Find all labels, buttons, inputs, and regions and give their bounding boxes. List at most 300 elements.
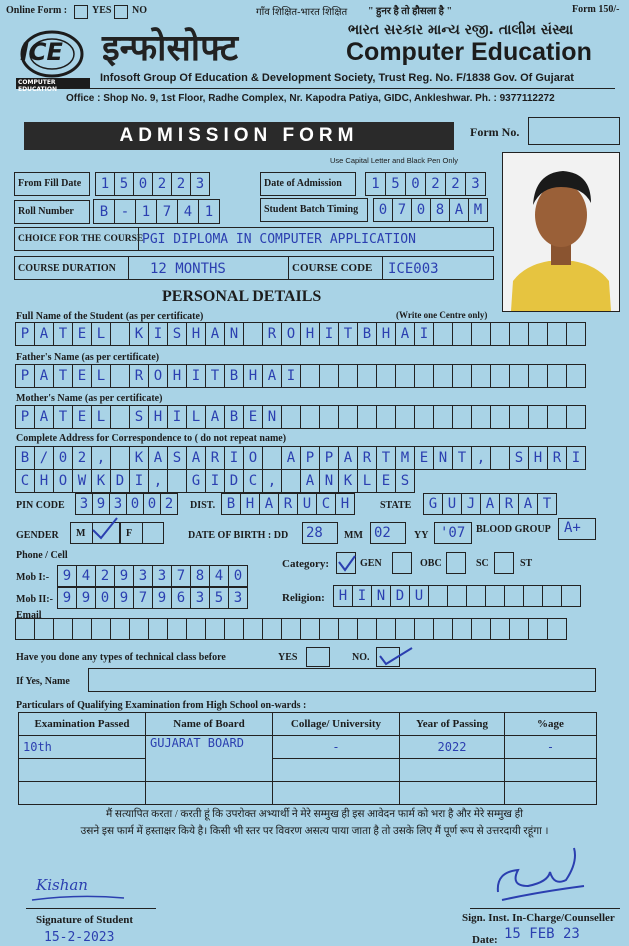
address-line1-cell: M bbox=[395, 446, 415, 470]
pin-code-label: PIN CODE bbox=[16, 500, 65, 511]
mobile-1-cell: 4 bbox=[209, 565, 229, 587]
dob-year-label: YY bbox=[414, 530, 429, 541]
batch-timing-cell: 7 bbox=[392, 198, 412, 222]
email-cell bbox=[262, 618, 282, 640]
email-cell bbox=[281, 618, 301, 640]
dob-label: DATE OF BIRTH : DD bbox=[188, 530, 289, 541]
address-line1-cell: R bbox=[357, 446, 377, 470]
fill-date-cell: 2 bbox=[152, 172, 172, 196]
mobile-1-cell: 8 bbox=[190, 565, 210, 587]
full-name-cell bbox=[566, 322, 586, 346]
declaration-line2: उसने इस फार्म में हस्ताक्षर किये है। किसी भी स्तर पर विवरण असत्य पाया जाता है तो उसके लिए मैं पूर्ण रूप से उत्तरदायी रहूंगा । bbox=[80, 826, 549, 837]
father-name-cell bbox=[452, 364, 472, 388]
qualification-title: Particulars of Qualifying Examination from High School on-wards : bbox=[16, 700, 307, 711]
table-row[interactable] bbox=[19, 759, 597, 782]
pin-code-field[interactable] bbox=[76, 493, 178, 515]
mobile-2-cell: 6 bbox=[171, 587, 191, 609]
mobile-2-cell: 9 bbox=[76, 587, 96, 609]
address-line2-cell: , bbox=[262, 469, 282, 493]
address-line1-cell: A bbox=[338, 446, 358, 470]
email-cell bbox=[243, 618, 263, 640]
course-code-label: COURSE CODE bbox=[292, 262, 373, 274]
fill-date-label: From Fill Date bbox=[18, 178, 82, 189]
online-yes-label: YES bbox=[92, 5, 112, 16]
office-address: Office : Shop No. 9, 1st Floor, Radhe Complex, Nr. Kapodra Patiya, GIDC, Ankleshwar. Ph. : 9377112272 bbox=[66, 93, 555, 104]
address-line2-cell: S bbox=[395, 469, 415, 493]
fill-date-cell: 3 bbox=[190, 172, 210, 196]
mother-name-cell bbox=[471, 405, 491, 429]
mother-name-cell bbox=[395, 405, 415, 429]
if-yes-name-field[interactable] bbox=[88, 668, 596, 692]
religion-cell: U bbox=[409, 585, 429, 607]
address-line2-cell: A bbox=[300, 469, 320, 493]
mobile-2-cell: 5 bbox=[209, 587, 229, 609]
form-no-label: Form No. bbox=[470, 125, 520, 139]
district-cell: B bbox=[221, 493, 241, 515]
address-line1-cell: B bbox=[15, 446, 35, 470]
full-name-cell: E bbox=[72, 322, 92, 346]
mother-name-cell bbox=[528, 405, 548, 429]
father-name-cell: E bbox=[72, 364, 92, 388]
capital-note: Use Capital Letter and Black Pen Only bbox=[330, 156, 458, 165]
duration-value: 12 MONTHS bbox=[150, 261, 226, 277]
gender-female-label: F bbox=[126, 528, 133, 539]
qual-university-value[interactable]: - bbox=[273, 736, 400, 759]
mobile-2-cell: 9 bbox=[114, 587, 134, 609]
full-name-cell bbox=[528, 322, 548, 346]
father-name-cell bbox=[395, 364, 415, 388]
category-st-checkbox[interactable] bbox=[494, 552, 514, 574]
address-line2-cell: D bbox=[110, 469, 130, 493]
mother-name-cell bbox=[338, 405, 358, 429]
full-name-cell bbox=[490, 322, 510, 346]
address-line1-cell: / bbox=[34, 446, 54, 470]
full-name-cell bbox=[547, 322, 567, 346]
dob-month-value: 02 bbox=[374, 525, 391, 541]
father-name-cell: P bbox=[15, 364, 35, 388]
address-line1-cell: S bbox=[509, 446, 529, 470]
student-photo-icon bbox=[503, 153, 619, 311]
gender-male-label: M bbox=[76, 528, 86, 539]
category-obc-label: OBC bbox=[420, 558, 442, 569]
if-yes-label: If Yes, Name bbox=[16, 676, 70, 687]
full-name-field[interactable] bbox=[16, 322, 586, 346]
address-line2-cell: D bbox=[224, 469, 244, 493]
admission-date-field[interactable] bbox=[366, 172, 486, 196]
address-line1-field[interactable] bbox=[16, 446, 586, 470]
mother-name-cell bbox=[490, 405, 510, 429]
full-name-cell bbox=[452, 322, 472, 346]
logo-text: ICE bbox=[20, 38, 63, 66]
district-field[interactable] bbox=[222, 493, 355, 515]
centre-note: (Write one Centre only) bbox=[396, 310, 488, 320]
address-line2-cell: I bbox=[205, 469, 225, 493]
father-name-cell: T bbox=[205, 364, 225, 388]
email-cell bbox=[53, 618, 73, 640]
religion-cell bbox=[485, 585, 505, 607]
mother-name-cell bbox=[414, 405, 434, 429]
pin-code-cell: 2 bbox=[160, 493, 178, 515]
address-line1-cell bbox=[110, 446, 130, 470]
roll-number-label: Roll Number bbox=[18, 206, 74, 217]
mother-name-cell: I bbox=[167, 405, 187, 429]
full-name-cell: B bbox=[357, 322, 377, 346]
table-row[interactable] bbox=[19, 736, 597, 759]
dist-label: DIST. bbox=[190, 500, 216, 511]
father-name-cell: T bbox=[53, 364, 73, 388]
email-cell bbox=[72, 618, 92, 640]
father-name-cell bbox=[490, 364, 510, 388]
qual-header-university: Collage/ University bbox=[273, 713, 400, 736]
email-cell bbox=[452, 618, 472, 640]
address-line1-cell: 0 bbox=[53, 446, 73, 470]
email-label: Email bbox=[16, 610, 42, 621]
qualification-table bbox=[18, 712, 597, 805]
address-line1-cell bbox=[490, 446, 510, 470]
address-line1-cell: A bbox=[186, 446, 206, 470]
blood-group-value: A+ bbox=[564, 520, 581, 536]
mother-name-cell bbox=[376, 405, 396, 429]
online-yes-checkbox[interactable] bbox=[74, 5, 88, 19]
mobile-1-field[interactable] bbox=[58, 565, 248, 587]
mother-name-label: Mother's Name (as per certificate) bbox=[16, 393, 163, 404]
course-choice-label: CHOICE FOR THE COURSE bbox=[18, 234, 144, 244]
mobile-2-cell: 7 bbox=[133, 587, 153, 609]
address-line1-cell: O bbox=[243, 446, 263, 470]
address-line1-cell: E bbox=[414, 446, 434, 470]
state-cell: G bbox=[423, 493, 443, 515]
district-cell: R bbox=[278, 493, 298, 515]
mother-name-cell: T bbox=[53, 405, 73, 429]
personal-details-heading: PERSONAL DETAILS bbox=[162, 288, 322, 305]
roll-number-cell: 4 bbox=[177, 199, 199, 224]
batch-timing-label: Student Batch Timing bbox=[264, 204, 359, 215]
mother-name-cell bbox=[300, 405, 320, 429]
pin-code-cell: 0 bbox=[126, 493, 144, 515]
email-cell bbox=[224, 618, 244, 640]
counsellor-label: Sign. Inst. In-Charge/Counseller bbox=[462, 912, 615, 924]
father-name-cell bbox=[566, 364, 586, 388]
mobile-2-cell: 0 bbox=[95, 587, 115, 609]
father-name-label: Father's Name (as per certificate) bbox=[16, 352, 160, 363]
district-cell: H bbox=[240, 493, 260, 515]
address-line2-cell: K bbox=[91, 469, 111, 493]
father-name-cell bbox=[528, 364, 548, 388]
father-name-cell bbox=[414, 364, 434, 388]
mobile-1-cell: 3 bbox=[133, 565, 153, 587]
address-line2-field[interactable] bbox=[16, 469, 415, 493]
student-signature-label: Signature of Student bbox=[36, 914, 133, 926]
admission-date-cell: 3 bbox=[465, 172, 486, 196]
address-line1-cell: T bbox=[452, 446, 472, 470]
father-name-cell: R bbox=[129, 364, 149, 388]
full-name-cell: K bbox=[129, 322, 149, 346]
state-cell: T bbox=[537, 493, 557, 515]
full-name-cell bbox=[110, 322, 130, 346]
mobile-2-cell: 3 bbox=[228, 587, 248, 609]
full-name-cell bbox=[471, 322, 491, 346]
full-name-cell: A bbox=[395, 322, 415, 346]
batch-timing-cell: 0 bbox=[411, 198, 431, 222]
mother-name-cell: H bbox=[148, 405, 168, 429]
religion-cell bbox=[428, 585, 448, 607]
address-line1-cell: , bbox=[91, 446, 111, 470]
religion-field[interactable] bbox=[334, 585, 581, 607]
full-name-cell: P bbox=[15, 322, 35, 346]
batch-timing-field[interactable] bbox=[374, 198, 488, 222]
father-name-cell bbox=[547, 364, 567, 388]
full-name-label: Full Name of the Student (as per certificate) bbox=[16, 311, 204, 322]
email-cell bbox=[148, 618, 168, 640]
father-name-cell: H bbox=[243, 364, 263, 388]
religion-cell bbox=[466, 585, 486, 607]
address-line2-cell: N bbox=[319, 469, 339, 493]
state-cell: A bbox=[518, 493, 538, 515]
mob1-label: Mob I:- bbox=[16, 572, 50, 583]
counsellor-signature-icon bbox=[488, 842, 588, 908]
phone-label: Phone / Cell bbox=[16, 550, 68, 561]
fill-date-field[interactable] bbox=[96, 172, 210, 196]
email-cell bbox=[433, 618, 453, 640]
state-field[interactable] bbox=[424, 493, 557, 515]
mother-name-cell: N bbox=[262, 405, 282, 429]
email-cell bbox=[186, 618, 206, 640]
religion-cell: N bbox=[371, 585, 391, 607]
declaration bbox=[10, 806, 619, 840]
qual-year-value[interactable]: 2022 bbox=[400, 736, 505, 759]
religion-cell: D bbox=[390, 585, 410, 607]
mother-name-cell: B bbox=[224, 405, 244, 429]
address-line2-cell: W bbox=[72, 469, 92, 493]
address-line1-cell: P bbox=[300, 446, 320, 470]
online-no-label: NO bbox=[132, 5, 147, 16]
email-cell bbox=[357, 618, 377, 640]
mobile-1-cell: 3 bbox=[152, 565, 172, 587]
email-cell bbox=[547, 618, 567, 640]
email-cell bbox=[205, 618, 225, 640]
email-cell bbox=[129, 618, 149, 640]
religion-cell: I bbox=[352, 585, 372, 607]
course-code-value: ICE003 bbox=[388, 261, 439, 277]
father-name-cell bbox=[319, 364, 339, 388]
address-line1-cell: S bbox=[167, 446, 187, 470]
address-line1-cell: A bbox=[148, 446, 168, 470]
religion-cell bbox=[561, 585, 581, 607]
fill-date-cell: 0 bbox=[133, 172, 153, 196]
mobile-2-cell: 9 bbox=[57, 587, 77, 609]
slogan-left: गाँव शिक्षित-भारत शिक्षित bbox=[256, 7, 348, 18]
father-name-cell: L bbox=[91, 364, 111, 388]
gender-label: GENDER bbox=[16, 530, 59, 541]
technical-yes-checkbox[interactable] bbox=[306, 647, 330, 667]
address-line1-cell: P bbox=[319, 446, 339, 470]
address-line1-cell: H bbox=[528, 446, 548, 470]
roll-number-field[interactable] bbox=[94, 199, 220, 224]
mobile-1-cell: 0 bbox=[228, 565, 248, 587]
mother-name-cell bbox=[433, 405, 453, 429]
full-name-cell: S bbox=[167, 322, 187, 346]
address-line1-cell: N bbox=[433, 446, 453, 470]
address-line2-cell: E bbox=[376, 469, 396, 493]
address-line2-cell bbox=[167, 469, 187, 493]
mother-name-cell bbox=[281, 405, 301, 429]
category-label: Category: bbox=[282, 558, 330, 570]
mother-name-cell bbox=[110, 405, 130, 429]
mother-name-cell: A bbox=[205, 405, 225, 429]
address-line1-cell: A bbox=[281, 446, 301, 470]
full-name-cell: I bbox=[319, 322, 339, 346]
table-row[interactable] bbox=[19, 782, 597, 805]
state-cell: A bbox=[480, 493, 500, 515]
religion-cell bbox=[542, 585, 562, 607]
declaration-line1: मैं सत्यापित करता / करती हूं कि उपरोक्त अभ्यार्थी ने मेरे सम्मुख ही इस आवेदन फार्म को भरा है और मेरे सम्मुख ही bbox=[106, 809, 523, 820]
district-cell: H bbox=[335, 493, 355, 515]
roll-number-cell: 7 bbox=[156, 199, 178, 224]
address-line2-cell: K bbox=[338, 469, 358, 493]
mob2-label: Mob II:- bbox=[16, 594, 53, 605]
logo bbox=[14, 28, 92, 93]
logo-sub: COMPUTER EDUCATION bbox=[18, 79, 57, 93]
full-name-cell: H bbox=[300, 322, 320, 346]
email-field[interactable] bbox=[16, 618, 567, 640]
student-sign-date: 15-2-2023 bbox=[44, 930, 115, 945]
category-sc-checkbox[interactable] bbox=[446, 552, 466, 574]
form-fee: Form 150/- bbox=[572, 4, 620, 15]
mother-name-cell: S bbox=[129, 405, 149, 429]
batch-timing-cell: 0 bbox=[373, 198, 393, 222]
address-line1-cell: R bbox=[205, 446, 225, 470]
category-gen-label: GEN bbox=[360, 558, 382, 569]
technical-question: Have you done any types of technical class before bbox=[16, 652, 226, 663]
email-cell bbox=[300, 618, 320, 640]
religion-label: Religion: bbox=[282, 592, 325, 604]
father-name-field[interactable] bbox=[16, 364, 586, 388]
mother-name-cell bbox=[452, 405, 472, 429]
mobile-1-cell: 4 bbox=[76, 565, 96, 587]
mobile-1-cell: 9 bbox=[57, 565, 77, 587]
mother-name-cell bbox=[547, 405, 567, 429]
father-name-cell bbox=[433, 364, 453, 388]
email-cell bbox=[338, 618, 358, 640]
religion-cell bbox=[447, 585, 467, 607]
mother-name-cell: A bbox=[34, 405, 54, 429]
qual-exam-value[interactable]: 10th bbox=[19, 736, 146, 759]
full-name-cell: R bbox=[262, 322, 282, 346]
admission-date-label: Date of Admission bbox=[264, 178, 342, 189]
address-label: Complete Address for Correspondence to ( do not repeat name) bbox=[16, 433, 287, 444]
mother-name-cell: E bbox=[243, 405, 263, 429]
full-name-cell: A bbox=[34, 322, 54, 346]
address-line2-cell: I bbox=[129, 469, 149, 493]
email-cell bbox=[414, 618, 434, 640]
admission-date-cell: 0 bbox=[405, 172, 426, 196]
student-signature: Kishan bbox=[36, 876, 88, 894]
fill-date-cell: 1 bbox=[95, 172, 115, 196]
form-no-input[interactable] bbox=[528, 117, 620, 145]
father-name-cell: I bbox=[186, 364, 206, 388]
mobile-2-cell: 3 bbox=[190, 587, 210, 609]
father-name-cell: H bbox=[167, 364, 187, 388]
full-name-cell: O bbox=[281, 322, 301, 346]
admission-date-cell: 5 bbox=[385, 172, 406, 196]
email-cell bbox=[528, 618, 548, 640]
address-line2-cell: O bbox=[53, 469, 73, 493]
father-name-cell bbox=[376, 364, 396, 388]
full-name-cell: T bbox=[53, 322, 73, 346]
father-name-cell bbox=[300, 364, 320, 388]
category-obc-checkbox[interactable] bbox=[392, 552, 412, 574]
full-name-cell bbox=[243, 322, 263, 346]
address-line1-cell: I bbox=[566, 446, 586, 470]
roll-number-cell: 1 bbox=[198, 199, 220, 224]
qual-header-year: Year of Passing bbox=[400, 713, 505, 736]
admission-date-cell: 1 bbox=[365, 172, 386, 196]
father-name-cell bbox=[338, 364, 358, 388]
mother-name-cell bbox=[319, 405, 339, 429]
full-name-cell bbox=[509, 322, 529, 346]
admission-date-cell: 2 bbox=[445, 172, 466, 196]
mother-name-field[interactable] bbox=[16, 405, 586, 429]
pin-code-cell: 0 bbox=[143, 493, 161, 515]
mobile-1-cell: 9 bbox=[114, 565, 134, 587]
email-cell bbox=[490, 618, 510, 640]
email-cell bbox=[110, 618, 130, 640]
qual-percentage-value[interactable]: - bbox=[505, 736, 597, 759]
online-no-checkbox[interactable] bbox=[114, 5, 128, 19]
technical-no-label: NO. bbox=[352, 652, 370, 663]
mobile-1-cell: 7 bbox=[171, 565, 191, 587]
mother-name-cell: L bbox=[91, 405, 111, 429]
email-cell bbox=[376, 618, 396, 640]
form-title: ADMISSION FORM bbox=[119, 125, 359, 146]
mobile-2-field[interactable] bbox=[58, 587, 248, 609]
duration-label: COURSE DURATION bbox=[18, 263, 116, 274]
address-line2-cell: G bbox=[186, 469, 206, 493]
address-line1-cell: I bbox=[224, 446, 244, 470]
email-cell bbox=[34, 618, 54, 640]
address-line2-cell bbox=[281, 469, 301, 493]
address-line1-cell: , bbox=[471, 446, 491, 470]
state-cell: U bbox=[442, 493, 462, 515]
address-line2-cell: L bbox=[357, 469, 377, 493]
address-line1-cell: K bbox=[129, 446, 149, 470]
address-line1-cell: R bbox=[547, 446, 567, 470]
full-name-cell: H bbox=[186, 322, 206, 346]
full-name-cell: I bbox=[148, 322, 168, 346]
pin-code-cell: 3 bbox=[75, 493, 93, 515]
full-name-cell: N bbox=[224, 322, 244, 346]
category-sc-label: SC bbox=[476, 558, 489, 569]
gujarati-line: ભારત સરકાર માન્ય રજી. તાલીમ સંસ્થા bbox=[348, 22, 574, 38]
address-line1-cell: 2 bbox=[72, 446, 92, 470]
state-label: STATE bbox=[380, 500, 412, 511]
religion-cell: H bbox=[333, 585, 353, 607]
district-cell: U bbox=[297, 493, 317, 515]
address-line2-cell: H bbox=[34, 469, 54, 493]
address-line2-cell: C bbox=[243, 469, 263, 493]
slogan-right: " हुनर है तो हौसला है " bbox=[368, 6, 452, 17]
mother-name-cell bbox=[566, 405, 586, 429]
mother-name-cell: L bbox=[186, 405, 206, 429]
qual-board-value[interactable]: GUJARAT BOARD bbox=[146, 736, 273, 782]
inst-date-value: 15 FEB 23 bbox=[504, 926, 580, 942]
student-signature-stroke-icon bbox=[28, 880, 128, 906]
email-cell bbox=[471, 618, 491, 640]
email-cell bbox=[15, 618, 35, 640]
father-name-cell: I bbox=[281, 364, 301, 388]
student-photo bbox=[502, 152, 620, 312]
english-institute-name: Computer Education bbox=[346, 38, 592, 66]
